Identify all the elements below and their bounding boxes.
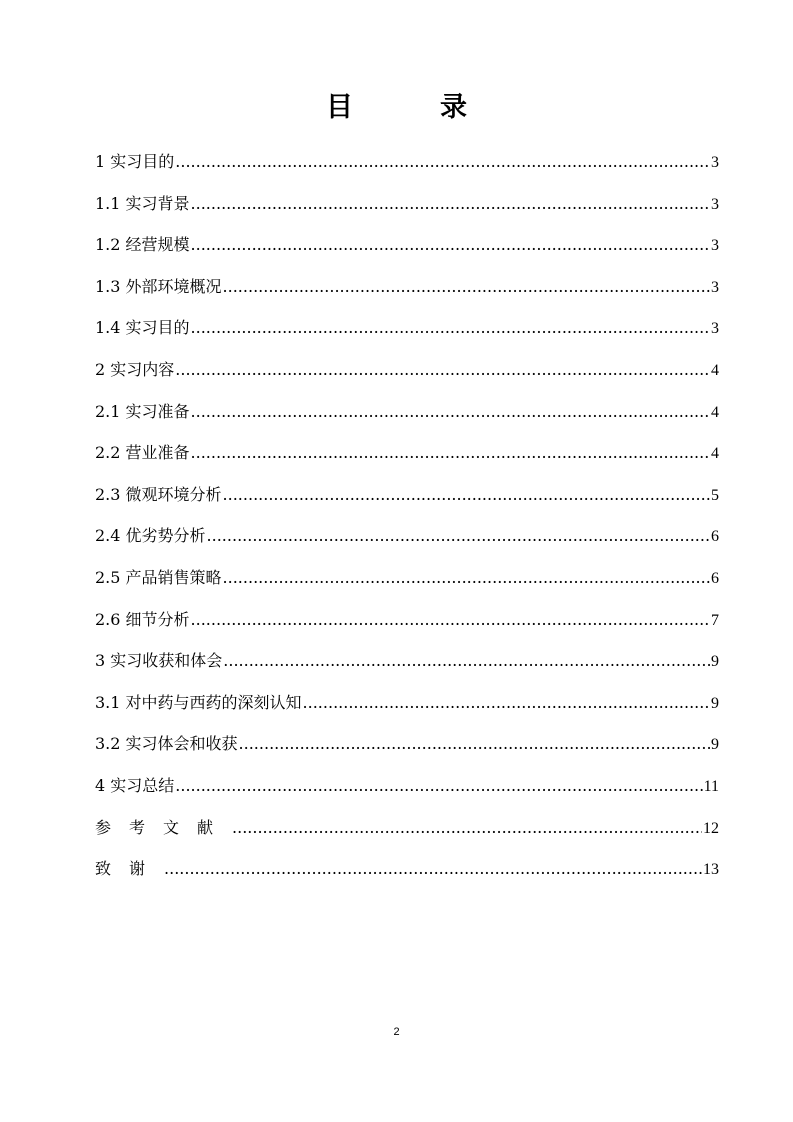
toc-leader [191,224,710,266]
toc-entry-page: 9 [711,694,719,712]
toc-leader [232,807,702,849]
toc-entry-label: 3.1 对中药与西药的深刻认知 [95,692,302,712]
toc-entry-page: 9 [711,736,719,754]
toc-leader [191,307,710,349]
toc-entry-label: 2.3 微观环境分析 [95,484,222,504]
toc-entry-page: 4 [711,445,719,463]
page-title: 目 录 [326,92,497,123]
toc-leader [191,183,710,225]
toc-entry-label: 2.6 细节分析 [95,609,190,629]
toc-leader [175,141,710,183]
toc-entry[interactable] [95,307,719,349]
toc-entry-label: 2 实习内容 [95,359,175,379]
toc-entry[interactable] [95,515,719,557]
toc-entry-label: 4 实习总结 [95,775,175,795]
toc-entry[interactable] [95,349,719,391]
toc-entry[interactable] [95,557,719,599]
toc-entry-label: 参考文献 [95,817,232,837]
toc-entry-page: 11 [703,777,719,795]
toc-entry-label: 1.4 实习目的 [95,318,190,338]
toc-entry[interactable] [95,266,719,308]
toc-entry[interactable] [95,391,719,433]
toc-entry[interactable] [95,765,719,807]
toc-leader [223,640,710,682]
toc-entry-label: 1.2 经营规模 [95,235,190,255]
toc-entry-label: 2.1 实习准备 [95,401,190,421]
toc-entry-label: 1.1 实习背景 [95,193,190,213]
toc-entry[interactable] [95,224,719,266]
toc-leader [223,474,710,516]
toc-entry-label: 致谢 [95,859,164,879]
toc-leader [191,391,710,433]
toc-entry-label: 1 实习目的 [95,152,175,171]
toc-entry-page: 6 [711,569,719,587]
toc-entry-page: 12 [703,819,719,837]
toc-leader [223,266,710,308]
toc-entry-page: 3 [711,154,719,171]
toc-entry-page: 3 [711,320,719,338]
toc-entry[interactable] [95,807,719,849]
toc-entry-page: 9 [711,653,719,671]
toc-leader [175,765,702,807]
toc-entry-page: 5 [711,486,719,504]
toc-leader [303,682,710,724]
toc-leader [164,848,702,890]
toc-entry-label: 2.5 产品销售策略 [95,567,222,587]
toc-entry[interactable] [95,183,719,225]
toc-entry[interactable] [95,723,719,765]
toc-entry-page: 4 [711,361,719,379]
toc-entry[interactable] [95,141,719,183]
toc-leader [175,349,710,391]
table-of-contents [95,141,719,890]
page-number-footer: 2 [393,1026,400,1038]
toc-entry-label: 2.2 营业准备 [95,443,190,463]
toc-entry[interactable] [95,848,719,890]
toc-leader [191,599,710,641]
toc-entry[interactable] [95,640,719,682]
toc-leader [223,557,710,599]
toc-entry-page: 3 [711,278,719,296]
toc-entry-page: 7 [711,611,719,629]
toc-entry[interactable] [95,599,719,641]
toc-entry[interactable] [95,474,719,516]
toc-entry-label: 3.2 实习体会和收获 [95,734,238,754]
toc-entry[interactable] [95,682,719,724]
toc-leader [191,432,710,474]
toc-leader [207,515,710,557]
toc-entry-label: 3 实习收获和体会 [95,651,223,671]
toc-entry-page: 3 [711,195,719,213]
toc-entry-page: 4 [711,403,719,421]
toc-entry-page: 3 [711,237,719,255]
toc-entry[interactable] [95,432,719,474]
toc-entry-page: 13 [703,861,719,879]
toc-entry-label: 1.3 外部环境概况 [95,276,222,296]
toc-entry-label: 2.4 优劣势分析 [95,526,206,546]
toc-entry-page: 6 [711,528,719,546]
toc-leader [239,723,710,765]
